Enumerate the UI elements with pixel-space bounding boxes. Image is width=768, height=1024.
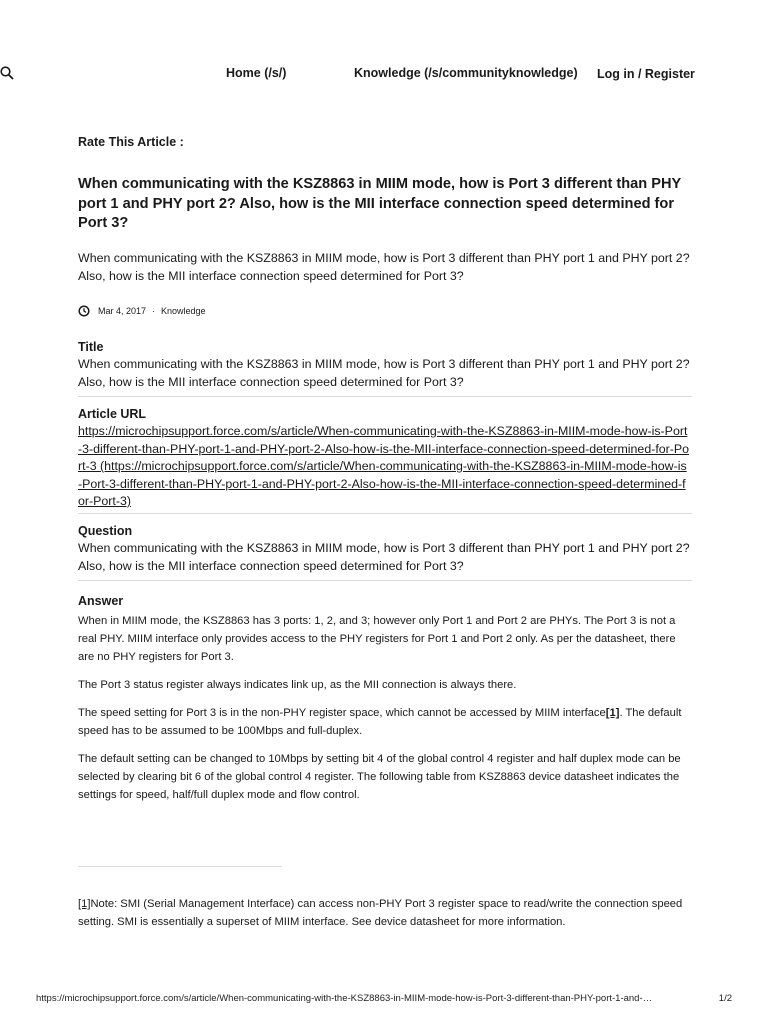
title-text: When communicating with the KSZ8863 in MIIM mode, how is Port 3 different than PHY port 1 and PHY port 2? Also, how is the MII interface connection speed determined for Port 3?: [78, 357, 690, 389]
article-url-label: Article URL: [78, 407, 147, 421]
answer-paragraph: The Port 3 status register always indicates link up, as the MII connection is always there.: [78, 679, 517, 691]
answer-paragraph: The default setting can be changed to 10Mbps by setting bit 4 of the global control 4 register and half duplex mode can be selected by clearing bit 6 of the global control 4 register. The following table from KSZ8863 device datasheet indicates the settings for speed, half/full duplex mode and flow control.: [78, 753, 681, 801]
article-heading: When communicating with the KSZ8863 in MIIM mode, how is Port 3 different than PHY port 1 and PHY port 2? Also, how is the MII interface connection speed determined for Port 3?: [78, 176, 681, 231]
answer-paragraph: When in MIIM mode, the KSZ8863 has 3 ports: 1, 2, and 3; however only Port 1 and Port 2 are PHYs. The Port 3 is not a real PHY. MIIM interface only provides access to the PHY registers for Port 1 and Port 2 only. As per the datasheet, there are no PHY registers for Port 3.: [78, 615, 676, 663]
article-date: Mar 4, 2017: [98, 306, 147, 316]
divider: [78, 513, 692, 514]
answer-section: [78, 594, 690, 804]
rate-article-label: Rate This Article :: [78, 135, 184, 149]
nav-knowledge-link[interactable]: Knowledge (/s/communityknowledge): [354, 66, 578, 80]
footnote-ref-link[interactable]: [1]: [605, 707, 620, 719]
top-nav: [0, 66, 768, 86]
article-category-link[interactable]: Knowledge: [161, 306, 206, 316]
answer-label: Answer: [78, 594, 124, 608]
article-url-section: [78, 407, 690, 511]
footnote: [78, 895, 690, 931]
login-register-link[interactable]: Log in / Register: [597, 67, 695, 81]
divider: [78, 396, 692, 397]
answer-text: The speed setting for Port 3 is in the non-PHY register space, which cannot be accessed by MIIM interface: [78, 707, 606, 719]
meta-separator: ·: [152, 306, 156, 316]
footnote-rule: [78, 866, 282, 867]
article-url-link[interactable]: https://microchipsupport.force.com/s/article/When-communicating-with-the-KSZ8863-in-MIIM-mode-how-is-Port-3-different-than-PHY-port-1-and-PHY-port-2-Also-how-is-the-MII-interface-connection-speed-determined-for-Port-3 (https://microchipsupport.force.com/s/article/When-communicating-with-the-KSZ8863-in-MIIM-mode-how-is-Port-3-different-than-PHY-port-1-and-PHY-port-2-Also-how-is-the-MII-interface-connection-speed-determined-for-Port-3): [78, 424, 690, 508]
article-lead: When communicating with the KSZ8863 in MIIM mode, how is Port 3 different than PHY port 1 and PHY port 2? Also, how is the MII interface connection speed determined for Port 3?: [78, 251, 690, 283]
article-meta: [78, 305, 690, 317]
print-url: https://microchipsupport.force.com/s/article/When-communicating-with-the-KSZ8863-in-MIIM-mode-how-is-Port-3-different-than-PHY-port-1-and-…: [36, 993, 653, 1004]
footnote-text: Note: SMI (Serial Management Interface) can access non-PHY Port 3 register space to read/write the connection speed setting. SMI is essentially a superset of MIIM interface. See device datasheet for more information.: [78, 898, 683, 928]
clock-icon: [78, 305, 90, 317]
divider: [78, 580, 692, 581]
footnote-back-link[interactable]: [1]: [78, 898, 91, 910]
search-icon[interactable]: [0, 66, 14, 80]
answer-paragraph: [78, 704, 690, 740]
title-section: [78, 340, 690, 391]
question-text: When communicating with the KSZ8863 in MIIM mode, how is Port 3 different than PHY port 1 and PHY port 2? Also, how is the MII interface connection speed determined for Port 3?: [78, 541, 690, 573]
nav-home-link[interactable]: Home (/s/): [226, 66, 287, 80]
question-section: [78, 524, 690, 575]
question-label: Question: [78, 524, 133, 538]
page-number: 1/2: [718, 993, 732, 1004]
title-label: Title: [78, 340, 104, 354]
answer-text: . The default speed has to be assumed to be 100Mbps and full-duplex.: [78, 707, 682, 737]
